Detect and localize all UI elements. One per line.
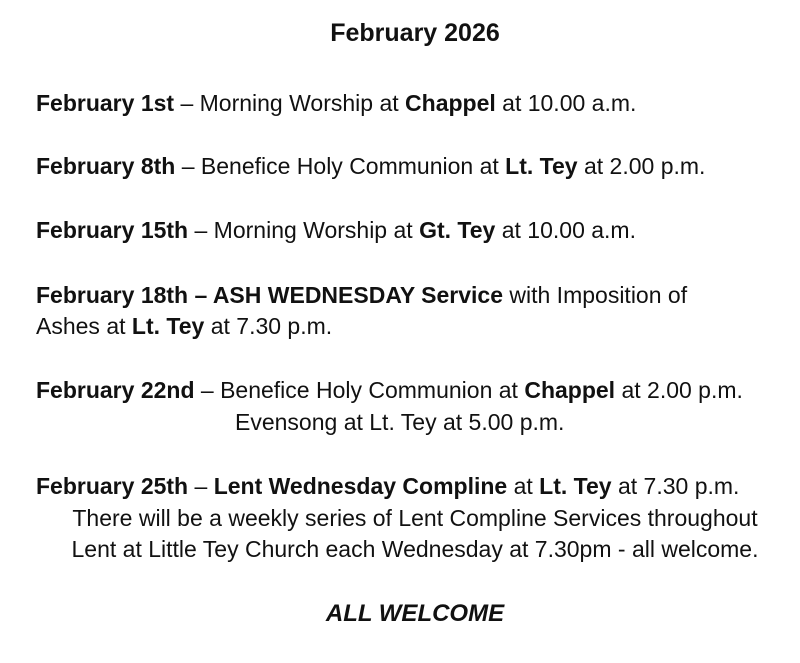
entry-text: with Imposition of	[503, 282, 688, 308]
entry-date: February 15th	[36, 217, 189, 243]
entry-service: Lent Wednesday Compline	[213, 473, 508, 499]
closing-welcome: ALL WELCOME	[325, 600, 505, 627]
entry-date: February 25th	[36, 473, 189, 499]
entry-place: Lt. Tey	[505, 153, 578, 179]
entry-text: at	[507, 473, 540, 499]
entry-place: Lt. Tey	[539, 473, 612, 499]
entry-time: at 2.00 p.m.	[577, 153, 706, 179]
entry-place: Gt. Tey	[419, 217, 496, 243]
entry-date: February 8th	[36, 153, 176, 179]
entry-date: February 18th – ASH WEDNESDAY Service	[36, 282, 503, 308]
service-entry-feb-1	[36, 88, 796, 119]
service-entry-feb-25	[36, 471, 796, 502]
entry-place: Chappel	[524, 377, 616, 403]
service-entry-feb-18-line2	[36, 311, 796, 342]
service-entry-feb-15	[36, 215, 796, 246]
entry-time: at 7.30 p.m.	[204, 313, 333, 339]
entry-place: Chappel	[405, 90, 496, 116]
entry-time: at 2.00 p.m.	[615, 377, 743, 403]
entry-text: –	[188, 473, 214, 499]
evensong-line: Evensong at Lt. Tey at 5.00 p.m.	[235, 409, 565, 435]
entry-place: Lt. Tey	[131, 313, 205, 339]
service-entry-feb-8	[36, 151, 796, 182]
page-title: February 2026	[330, 19, 500, 47]
entry-text: – Benefice Holy Communion at	[175, 153, 506, 179]
entry-text: – Morning Worship at	[174, 90, 406, 116]
entry-date: February 22nd	[36, 377, 195, 403]
lent-note-line-2: Lent at Little Tey Church each Wednesday at 7.30pm - all welcome.	[71, 536, 759, 562]
entry-time: at 7.30 p.m.	[611, 473, 740, 499]
entry-date: February 1st	[36, 90, 175, 116]
entry-text: – Benefice Holy Communion at	[194, 377, 525, 403]
entry-text: – Morning Worship at	[188, 217, 420, 243]
service-entry-feb-22	[36, 375, 796, 406]
entry-time: at 10.00 a.m.	[495, 217, 636, 243]
service-entry-feb-18	[36, 280, 796, 311]
entry-time: at 10.00 a.m.	[495, 90, 637, 116]
lent-note-line-1: There will be a weekly series of Lent Compline Services throughout	[72, 505, 758, 531]
entry-text: Ashes at	[36, 313, 132, 339]
